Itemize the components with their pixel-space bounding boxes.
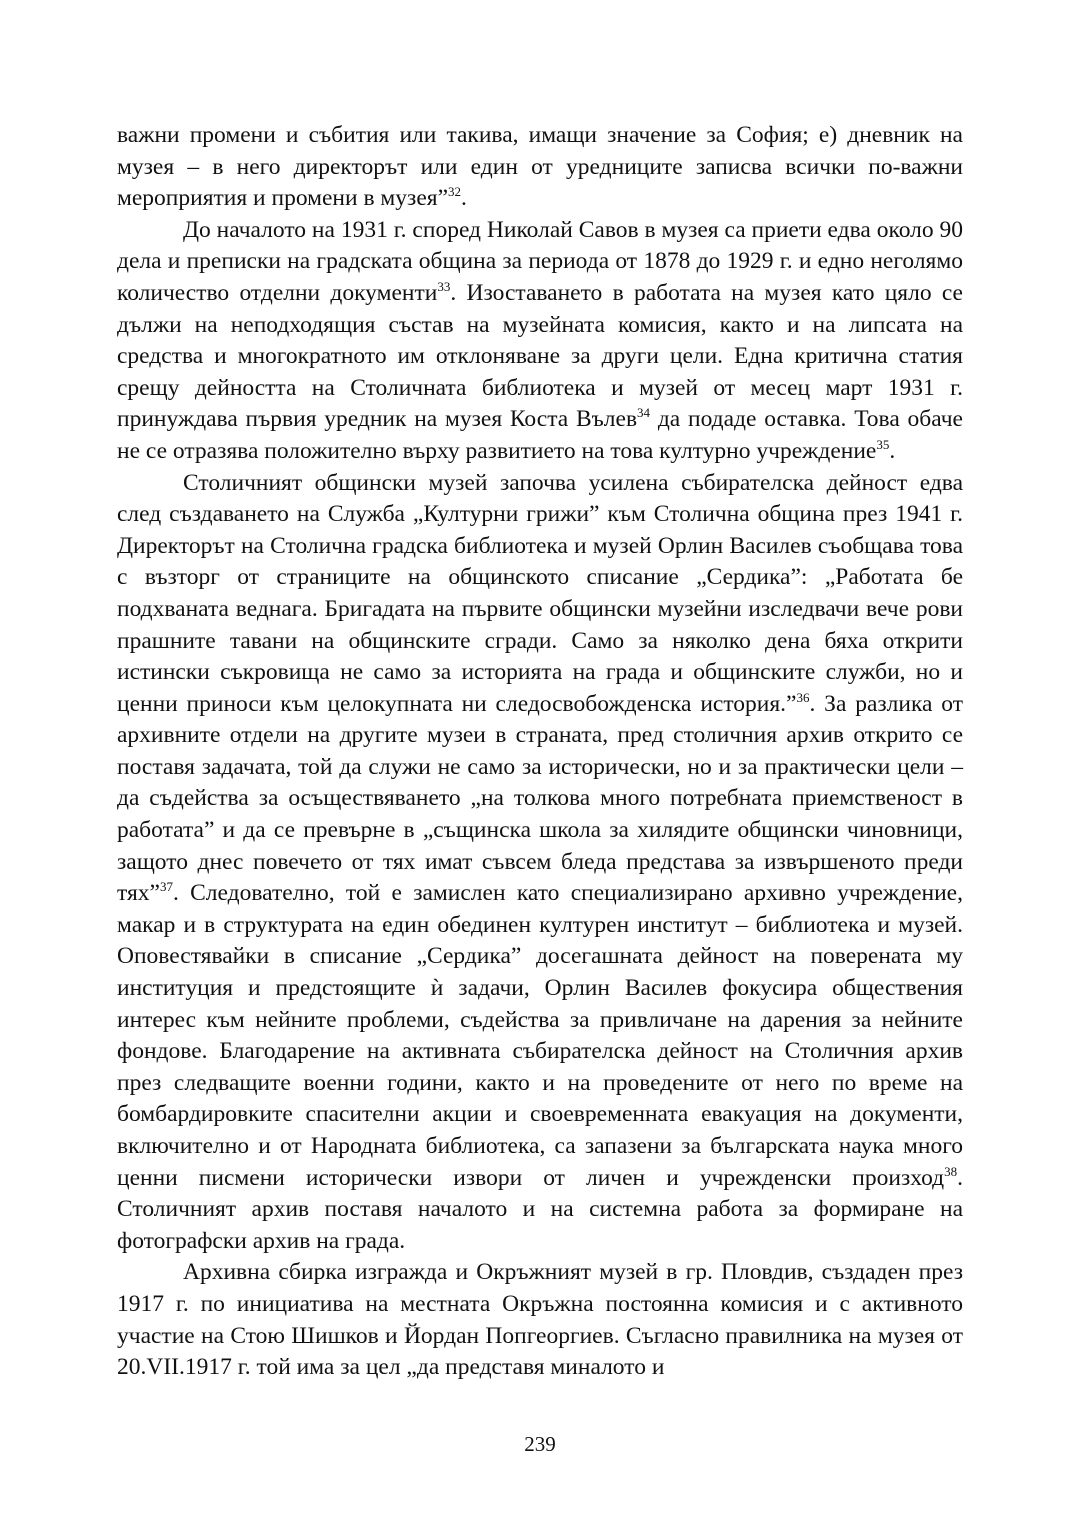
page-number: 239 [524,1432,556,1456]
text-run: да подаде оставка. Това обаче не се отразява положително върху развитието на това културно учреждение [117,406,963,464]
footnote-marker: 34 [637,405,651,421]
text-run: Архивна сбирка изгражда и Окръжният музей в гр. Пловдив, създаден през 1917 г. по инициатива на местната Окръжна постоянна комисия и с активното участие на Стою Шишков и Йордан Попгеоргиев. Съгласно правилника на музея от 20.VII.1917 г. той има за цел „да представя миналото и [117,1259,963,1381]
paragraph-1 [117,120,963,215]
body-text [117,120,963,1384]
text-run: . За разлика от архивните отдели на другите музеи в страната, пред столичния архив открито се поставя задачата, той да служи не само за исторически, но и за практически цели – да съдейства за осъществяването „на толкова много потребната приемственост в работата” и да се превърне в „същинска школа за хилядите общински чиновници, защото днес повечето от тях имат съвсем бледа представа за извършеното преди тях” [117,690,964,907]
text-run: . [461,185,467,212]
paragraph-4 [117,1257,963,1383]
paragraph-3 [117,468,963,1258]
text-run: . Столичният архив поставя началото и на системна работа за формиране на фотографски архив на града. [117,1164,963,1254]
footnote-marker: 33 [437,278,451,294]
text-run: . [889,437,896,464]
text-run: Столичният общински музей започва усилена събирателска дейност едва след създаването на Служба „Културни грижи” към Столична община през 1941 г. Директорът на Столична градска библиотека и музей Орлин Василев съобщава това с възторг от страниците на общинското списание „Сердика”: „Работата бе подхваната веднага. Бригадата на първите общински музейни изследвачи вече рови прашните тавани на общинските сгради. Само за няколко дена бяха открити истински съкровища не само за историята на града и общинските служби, но и ценни приноси към целокупната ни следосвобожденска история.” [117,469,963,717]
paragraph-2 [117,215,963,468]
footnote-marker: 35 [876,436,890,452]
text-run: важни промени и събития или такива, имащи значение за София; е) дневник на музея – в него директорът или един от уредниците записва всички по-важни мероприятия и промени в музея” [117,122,963,212]
text-run: До началото на 1931 г. според Николай Савов в музея са приети едва около 90 дела и преписки на градската община за периода от 1878 до 1929 г. и едно неголямо количество отделни документи [117,216,963,306]
footnote-marker: 37 [159,879,173,895]
text-run: . Следователно, той е замислен като специализирано архивно учреждение, макар и в структурата на един обединен културен институт – библиотека и музей. Оповестявайки в списание „Сердика” досегашната дейност на поверената му институция и предстоящите ѝ задачи, Орлин Василев фокусира обществения интерес към нейните проблеми, съдейства за привличане на дарения за нейните фондове. Благодарение на активната събирателска дейност на Столичния архив през следващите военни години, както и на проведените от него по време на бомбардировките спасителни акции и своевременната евакуация на документи, включително и от Народната библиотека, са запазени за българската наука много ценни писмени исторически извори от личен и учрежденски произход [117,880,963,1191]
footnote-marker: 36 [796,689,810,705]
footnote-marker: 38 [944,1163,958,1179]
text-run: . Изоставането в работата на музея като цяло се дължи на неподходящия състав на музейната комисия, както и на липсата на средства и многократното им отклоняване за други цели. Една критична статия срещу дейността на Столичната библиотека и музей от месец март 1931 г. принуждава първия уредник на музея Коста Вълев [117,279,963,433]
footnote-marker: 32 [448,184,461,200]
